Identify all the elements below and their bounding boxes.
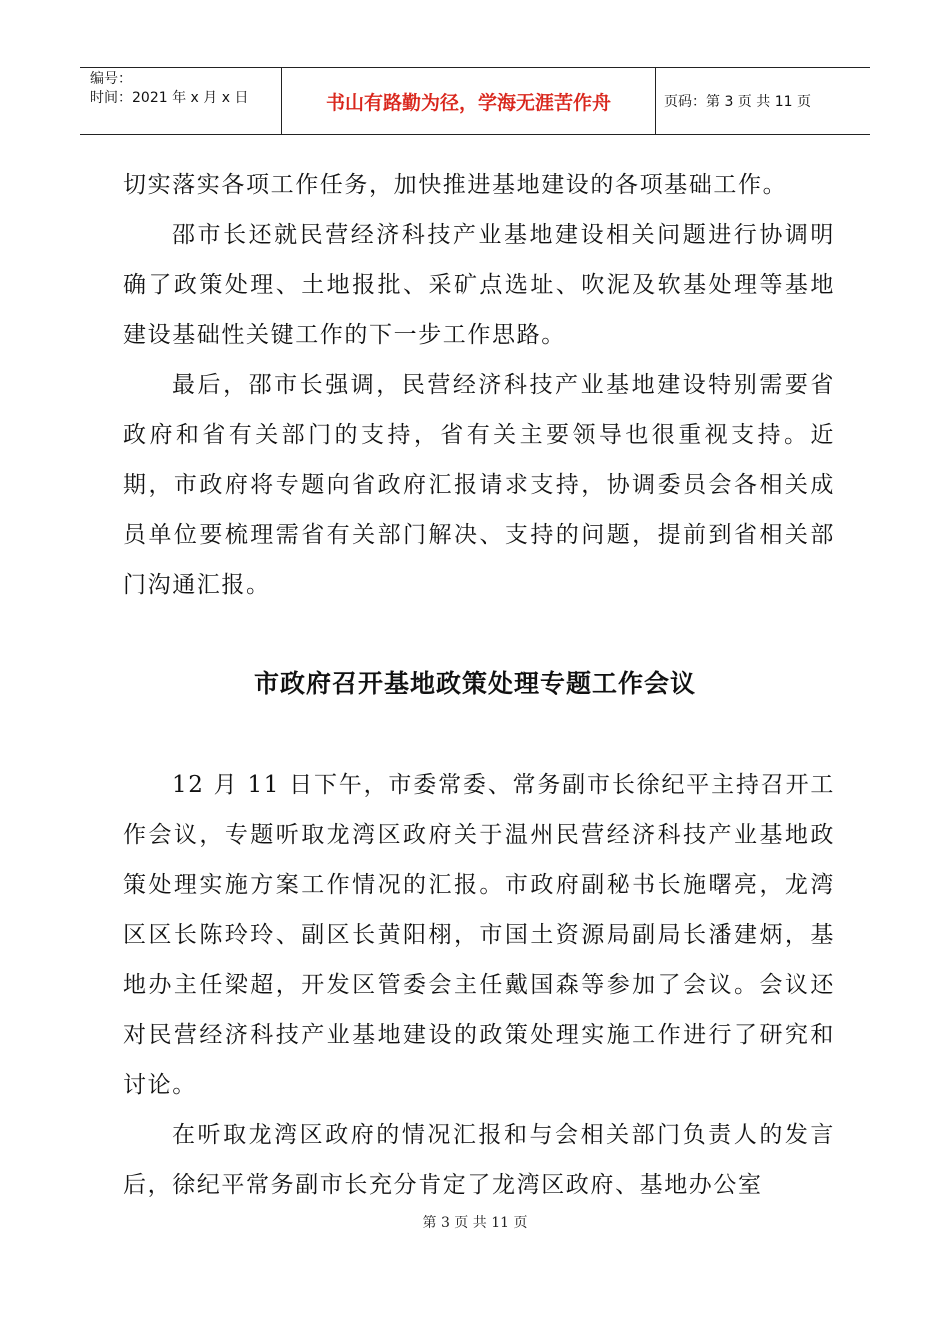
document-header [80, 67, 870, 135]
header-meta-cell [80, 68, 282, 134]
paragraph-continuation: 切实落实各项工作任务，加快推进基地建设的各项基础工作。 [123, 172, 788, 198]
header-page-code: 页码：第 3 页 共 11 页 [664, 94, 811, 110]
section-1-body [123, 160, 835, 610]
section-2-body [123, 760, 835, 1210]
paragraph: 邵市长还就民营经济科技产业基地建设相关问题进行协调明确了政策处理、土地报批、采矿点选址、吹泥及软基处理等基地建设基础性关键工作的下一步工作思路。 [123, 222, 835, 348]
document-date: 时间：2021 年 x 月 x 日 [90, 90, 249, 106]
page-footer: 第 3 页 共 11 页 [422, 1215, 528, 1231]
section-title: 市政府召开基地政策处理专题工作会议 [253, 669, 696, 698]
header-motto: 书山有路勤为径，学海无涯苦作舟 [282, 68, 656, 134]
paragraph: 在听取龙湾区政府的情况汇报和与会相关部门负责人的发言后，徐纪平常务副市长充分肯定了龙湾区政府、基地办公室 [123, 1122, 835, 1198]
paragraph: 12 月 11 日下午，市委常委、常务副市长徐纪平主持召开工作会议，专题听取龙湾区政府关于温州民营经济科技产业基地政策处理实施方案工作情况的汇报。市政府副秘书长施曙亮，龙湾区区长陈玲玲、副区长黄阳栩，市国土资源局副局长潘建炳，基地办主任梁超，开发区管委会主任戴国森等参加了会议。会议还对民营经济科技产业基地建设的政策处理实施工作进行了研究和讨论。 [123, 772, 835, 1098]
document-number-label: 编号： [90, 71, 132, 87]
paragraph: 最后，邵市长强调，民营经济科技产业基地建设特别需要省政府和省有关部门的支持，省有关主要领导也很重视支持。近期，市政府将专题向省政府汇报请求支持，协调委员会各相关成员单位要梳理需省有关部门解决、支持的问题，提前到省相关部门沟通汇报。 [123, 372, 835, 598]
